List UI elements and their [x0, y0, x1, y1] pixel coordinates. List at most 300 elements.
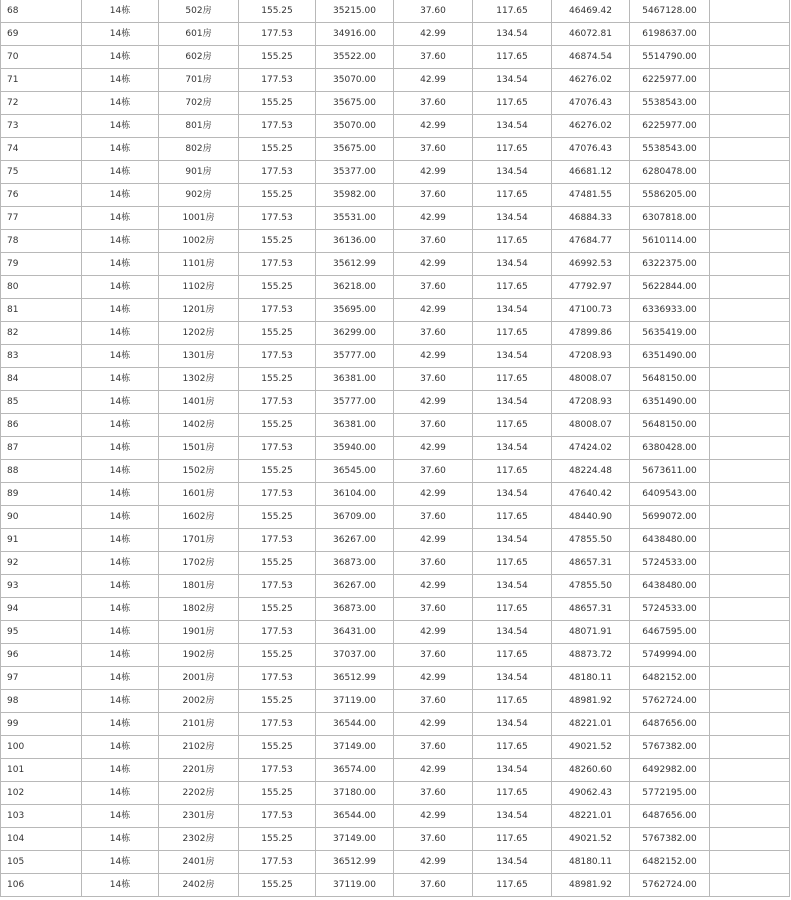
cell-unit-price: 35675.00: [316, 92, 394, 115]
table-row: [1, 552, 790, 575]
cell-unit-price-2: 47208.93: [552, 391, 630, 414]
cell-unit-price: 35377.00: [316, 161, 394, 184]
cell-total: 6322375.00: [630, 253, 710, 276]
cell-unit-price-2: 47855.50: [552, 575, 630, 598]
cell-area: 155.25: [239, 552, 316, 575]
cell-building: 14栋: [82, 529, 159, 552]
cell-unit-price-2: 47684.77: [552, 230, 630, 253]
cell-area: 155.25: [239, 690, 316, 713]
cell-area-2: 37.60: [394, 874, 473, 897]
cell-note: [710, 276, 790, 299]
cell-unit: 2002房: [159, 690, 239, 713]
cell-unit-price: 35531.00: [316, 207, 394, 230]
cell-total: 5724533.00: [630, 598, 710, 621]
cell-index: 77: [1, 207, 82, 230]
table-row: [1, 276, 790, 299]
table-row: [1, 46, 790, 69]
cell-unit: 1901房: [159, 621, 239, 644]
cell-area: 177.53: [239, 713, 316, 736]
cell-area: 177.53: [239, 529, 316, 552]
cell-area-2: 42.99: [394, 207, 473, 230]
cell-index: 98: [1, 690, 82, 713]
cell-note: [710, 805, 790, 828]
cell-area-3: 134.54: [473, 483, 552, 506]
cell-building: 14栋: [82, 184, 159, 207]
cell-area-3: 134.54: [473, 437, 552, 460]
cell-unit: 1201房: [159, 299, 239, 322]
cell-total: 5699072.00: [630, 506, 710, 529]
table-row: [1, 598, 790, 621]
cell-index: 91: [1, 529, 82, 552]
table-row: [1, 529, 790, 552]
cell-total: 5673611.00: [630, 460, 710, 483]
cell-total: 6351490.00: [630, 345, 710, 368]
cell-index: 80: [1, 276, 82, 299]
cell-note: [710, 391, 790, 414]
cell-unit: 1902房: [159, 644, 239, 667]
cell-building: 14栋: [82, 46, 159, 69]
cell-area: 155.25: [239, 460, 316, 483]
cell-index: 75: [1, 161, 82, 184]
cell-unit-price: 36512.99: [316, 851, 394, 874]
cell-unit-price: 37119.00: [316, 874, 394, 897]
cell-unit-price-2: 47899.86: [552, 322, 630, 345]
cell-index: 81: [1, 299, 82, 322]
cell-note: [710, 184, 790, 207]
cell-building: 14栋: [82, 805, 159, 828]
cell-index: 99: [1, 713, 82, 736]
cell-area-3: 117.65: [473, 874, 552, 897]
cell-area-2: 37.60: [394, 322, 473, 345]
cell-building: 14栋: [82, 368, 159, 391]
cell-area: 177.53: [239, 253, 316, 276]
cell-area-2: 42.99: [394, 437, 473, 460]
cell-area-3: 117.65: [473, 506, 552, 529]
table-row: [1, 138, 790, 161]
cell-unit-price-2: 48221.01: [552, 713, 630, 736]
table-row: [1, 0, 790, 23]
cell-area-2: 37.60: [394, 46, 473, 69]
cell-note: [710, 207, 790, 230]
cell-area-3: 117.65: [473, 414, 552, 437]
cell-total: 5635419.00: [630, 322, 710, 345]
cell-unit: 602房: [159, 46, 239, 69]
table-row: [1, 805, 790, 828]
cell-building: 14栋: [82, 644, 159, 667]
cell-area-3: 134.54: [473, 759, 552, 782]
cell-unit: 2202房: [159, 782, 239, 805]
cell-building: 14栋: [82, 736, 159, 759]
cell-unit-price: 36545.00: [316, 460, 394, 483]
table-row: [1, 828, 790, 851]
cell-index: 106: [1, 874, 82, 897]
cell-area-2: 42.99: [394, 805, 473, 828]
cell-area-2: 42.99: [394, 391, 473, 414]
cell-area-2: 37.60: [394, 230, 473, 253]
cell-total: 5749994.00: [630, 644, 710, 667]
cell-building: 14栋: [82, 552, 159, 575]
cell-total: 5762724.00: [630, 690, 710, 713]
table-row: [1, 782, 790, 805]
cell-index: 78: [1, 230, 82, 253]
cell-index: 86: [1, 414, 82, 437]
cell-unit-price-2: 47100.73: [552, 299, 630, 322]
cell-area-3: 117.65: [473, 184, 552, 207]
cell-note: [710, 621, 790, 644]
cell-unit: 2402房: [159, 874, 239, 897]
cell-unit-price-2: 48657.31: [552, 552, 630, 575]
cell-total: 6492982.00: [630, 759, 710, 782]
cell-area-2: 42.99: [394, 299, 473, 322]
cell-area-2: 42.99: [394, 345, 473, 368]
cell-area: 155.25: [239, 598, 316, 621]
cell-note: [710, 575, 790, 598]
cell-unit-price: 36574.00: [316, 759, 394, 782]
cell-index: 94: [1, 598, 82, 621]
cell-note: [710, 690, 790, 713]
cell-area-3: 134.54: [473, 667, 552, 690]
cell-building: 14栋: [82, 713, 159, 736]
cell-area-3: 134.54: [473, 713, 552, 736]
cell-unit-price: 36544.00: [316, 713, 394, 736]
cell-area-2: 42.99: [394, 575, 473, 598]
cell-unit-price-2: 46874.54: [552, 46, 630, 69]
cell-area-2: 37.60: [394, 368, 473, 391]
cell-area-3: 134.54: [473, 345, 552, 368]
table-row: [1, 759, 790, 782]
table-row: [1, 437, 790, 460]
cell-area-2: 37.60: [394, 138, 473, 161]
cell-unit: 802房: [159, 138, 239, 161]
cell-note: [710, 115, 790, 138]
cell-unit-price-2: 48221.01: [552, 805, 630, 828]
cell-unit: 1602房: [159, 506, 239, 529]
cell-building: 14栋: [82, 483, 159, 506]
cell-area-2: 42.99: [394, 253, 473, 276]
cell-building: 14栋: [82, 345, 159, 368]
cell-area: 155.25: [239, 368, 316, 391]
cell-index: 82: [1, 322, 82, 345]
cell-unit-price-2: 47424.02: [552, 437, 630, 460]
cell-index: 96: [1, 644, 82, 667]
cell-index: 87: [1, 437, 82, 460]
cell-unit-price-2: 48260.60: [552, 759, 630, 782]
cell-building: 14栋: [82, 782, 159, 805]
table-row: [1, 851, 790, 874]
cell-building: 14栋: [82, 161, 159, 184]
cell-unit-price: 34916.00: [316, 23, 394, 46]
cell-total: 6380428.00: [630, 437, 710, 460]
cell-note: [710, 782, 790, 805]
cell-unit: 502房: [159, 0, 239, 23]
table-row: [1, 23, 790, 46]
cell-total: 6482152.00: [630, 851, 710, 874]
cell-unit: 1002房: [159, 230, 239, 253]
cell-area: 177.53: [239, 207, 316, 230]
cell-building: 14栋: [82, 207, 159, 230]
cell-unit-price: 35777.00: [316, 345, 394, 368]
cell-index: 89: [1, 483, 82, 506]
cell-total: 6280478.00: [630, 161, 710, 184]
cell-unit-price: 36218.00: [316, 276, 394, 299]
cell-note: [710, 345, 790, 368]
cell-note: [710, 69, 790, 92]
cell-unit: 1502房: [159, 460, 239, 483]
cell-area-2: 42.99: [394, 713, 473, 736]
cell-total: 5538543.00: [630, 92, 710, 115]
cell-unit: 1001房: [159, 207, 239, 230]
cell-unit-price-2: 48008.07: [552, 414, 630, 437]
cell-total: 5772195.00: [630, 782, 710, 805]
cell-unit-price-2: 48981.92: [552, 690, 630, 713]
table-row: [1, 414, 790, 437]
cell-area-2: 42.99: [394, 23, 473, 46]
cell-area: 155.25: [239, 828, 316, 851]
cell-area-2: 37.60: [394, 782, 473, 805]
cell-unit-price: 37037.00: [316, 644, 394, 667]
cell-note: [710, 23, 790, 46]
cell-area-2: 37.60: [394, 506, 473, 529]
table-row: [1, 161, 790, 184]
cell-area: 177.53: [239, 23, 316, 46]
cell-total: 5724533.00: [630, 552, 710, 575]
cell-total: 5467128.00: [630, 0, 710, 23]
cell-unit-price-2: 49021.52: [552, 828, 630, 851]
cell-area-2: 37.60: [394, 828, 473, 851]
cell-index: 92: [1, 552, 82, 575]
cell-note: [710, 759, 790, 782]
table-row: [1, 575, 790, 598]
cell-note: [710, 230, 790, 253]
cell-unit-price-2: 48224.48: [552, 460, 630, 483]
cell-unit: 1402房: [159, 414, 239, 437]
cell-building: 14栋: [82, 115, 159, 138]
cell-total: 6409543.00: [630, 483, 710, 506]
cell-unit-price: 36709.00: [316, 506, 394, 529]
cell-unit-price: 35982.00: [316, 184, 394, 207]
cell-area: 155.25: [239, 138, 316, 161]
cell-index: 71: [1, 69, 82, 92]
cell-unit-price: 35522.00: [316, 46, 394, 69]
cell-area: 177.53: [239, 759, 316, 782]
cell-unit-price-2: 46884.33: [552, 207, 630, 230]
cell-building: 14栋: [82, 621, 159, 644]
cell-index: 95: [1, 621, 82, 644]
table-row: [1, 299, 790, 322]
cell-area: 177.53: [239, 851, 316, 874]
cell-building: 14栋: [82, 391, 159, 414]
cell-unit: 1601房: [159, 483, 239, 506]
cell-building: 14栋: [82, 276, 159, 299]
cell-area-2: 42.99: [394, 115, 473, 138]
cell-index: 69: [1, 23, 82, 46]
cell-area: 155.25: [239, 0, 316, 23]
cell-building: 14栋: [82, 437, 159, 460]
cell-index: 72: [1, 92, 82, 115]
cell-unit-price: 37180.00: [316, 782, 394, 805]
cell-index: 79: [1, 253, 82, 276]
table-row: [1, 92, 790, 115]
cell-area-2: 37.60: [394, 460, 473, 483]
cell-total: 6482152.00: [630, 667, 710, 690]
cell-building: 14栋: [82, 322, 159, 345]
cell-index: 105: [1, 851, 82, 874]
cell-unit-price-2: 48981.92: [552, 874, 630, 897]
cell-area-2: 42.99: [394, 621, 473, 644]
cell-area-3: 134.54: [473, 529, 552, 552]
table-body: [1, 0, 790, 897]
cell-unit-price-2: 49021.52: [552, 736, 630, 759]
cell-note: [710, 138, 790, 161]
table-row: [1, 460, 790, 483]
cell-area-3: 117.65: [473, 828, 552, 851]
cell-area-3: 134.54: [473, 253, 552, 276]
cell-index: 90: [1, 506, 82, 529]
table-row: [1, 713, 790, 736]
cell-unit: 1801房: [159, 575, 239, 598]
cell-area-3: 117.65: [473, 230, 552, 253]
cell-area-3: 134.54: [473, 805, 552, 828]
cell-note: [710, 667, 790, 690]
cell-area-3: 134.54: [473, 851, 552, 874]
cell-unit-price-2: 48180.11: [552, 851, 630, 874]
cell-building: 14栋: [82, 828, 159, 851]
cell-total: 5762724.00: [630, 874, 710, 897]
cell-note: [710, 437, 790, 460]
cell-area-2: 37.60: [394, 92, 473, 115]
cell-total: 6198637.00: [630, 23, 710, 46]
cell-area: 177.53: [239, 667, 316, 690]
table-row: [1, 345, 790, 368]
cell-unit: 1401房: [159, 391, 239, 414]
cell-area: 155.25: [239, 414, 316, 437]
cell-total: 6487656.00: [630, 805, 710, 828]
cell-area-2: 42.99: [394, 851, 473, 874]
table-row: [1, 874, 790, 897]
cell-building: 14栋: [82, 690, 159, 713]
cell-building: 14栋: [82, 69, 159, 92]
cell-area: 155.25: [239, 322, 316, 345]
cell-unit-price-2: 48657.31: [552, 598, 630, 621]
cell-unit-price-2: 46681.12: [552, 161, 630, 184]
cell-unit-price-2: 48008.07: [552, 368, 630, 391]
table-row: [1, 483, 790, 506]
cell-unit: 702房: [159, 92, 239, 115]
cell-unit-price-2: 47481.55: [552, 184, 630, 207]
cell-note: [710, 322, 790, 345]
cell-area-3: 117.65: [473, 0, 552, 23]
table-row: [1, 184, 790, 207]
table-row: [1, 368, 790, 391]
cell-note: [710, 161, 790, 184]
cell-unit-price: 36544.00: [316, 805, 394, 828]
cell-total: 5648150.00: [630, 368, 710, 391]
cell-unit-price: 36267.00: [316, 529, 394, 552]
cell-unit: 1101房: [159, 253, 239, 276]
cell-note: [710, 874, 790, 897]
cell-total: 6487656.00: [630, 713, 710, 736]
cell-index: 83: [1, 345, 82, 368]
cell-note: [710, 598, 790, 621]
cell-area-3: 117.65: [473, 368, 552, 391]
cell-unit-price: 37149.00: [316, 736, 394, 759]
cell-note: [710, 736, 790, 759]
cell-total: 6351490.00: [630, 391, 710, 414]
cell-area-3: 134.54: [473, 391, 552, 414]
cell-area-3: 134.54: [473, 207, 552, 230]
cell-total: 6307818.00: [630, 207, 710, 230]
cell-area-3: 134.54: [473, 23, 552, 46]
cell-unit-price-2: 48180.11: [552, 667, 630, 690]
cell-area: 177.53: [239, 575, 316, 598]
cell-note: [710, 299, 790, 322]
cell-unit-price-2: 47640.42: [552, 483, 630, 506]
cell-building: 14栋: [82, 667, 159, 690]
cell-unit-price-2: 49062.43: [552, 782, 630, 805]
table-row: [1, 621, 790, 644]
cell-index: 100: [1, 736, 82, 759]
cell-unit: 2201房: [159, 759, 239, 782]
cell-building: 14栋: [82, 759, 159, 782]
cell-note: [710, 506, 790, 529]
table-row: [1, 322, 790, 345]
table-row: [1, 253, 790, 276]
cell-area-2: 37.60: [394, 552, 473, 575]
table-row: [1, 644, 790, 667]
cell-total: 5648150.00: [630, 414, 710, 437]
cell-area: 177.53: [239, 345, 316, 368]
cell-area-2: 37.60: [394, 0, 473, 23]
cell-index: 70: [1, 46, 82, 69]
cell-unit-price: 36104.00: [316, 483, 394, 506]
cell-unit-price: 36873.00: [316, 598, 394, 621]
cell-total: 6438480.00: [630, 529, 710, 552]
cell-unit-price: 36267.00: [316, 575, 394, 598]
cell-building: 14栋: [82, 23, 159, 46]
cell-unit: 902房: [159, 184, 239, 207]
cell-unit-price-2: 48071.91: [552, 621, 630, 644]
cell-building: 14栋: [82, 598, 159, 621]
cell-unit-price-2: 46072.81: [552, 23, 630, 46]
cell-area: 155.25: [239, 644, 316, 667]
cell-note: [710, 460, 790, 483]
cell-index: 76: [1, 184, 82, 207]
cell-area: 155.25: [239, 92, 316, 115]
cell-note: [710, 828, 790, 851]
cell-unit-price: 37149.00: [316, 828, 394, 851]
table-row: [1, 69, 790, 92]
cell-unit-price-2: 47855.50: [552, 529, 630, 552]
cell-area: 177.53: [239, 391, 316, 414]
cell-unit-price-2: 47076.43: [552, 138, 630, 161]
cell-note: [710, 368, 790, 391]
cell-index: 102: [1, 782, 82, 805]
cell-total: 5586205.00: [630, 184, 710, 207]
cell-unit-price: 36512.99: [316, 667, 394, 690]
cell-area-2: 37.60: [394, 736, 473, 759]
cell-area-2: 37.60: [394, 184, 473, 207]
cell-note: [710, 851, 790, 874]
cell-index: 103: [1, 805, 82, 828]
table-row: [1, 690, 790, 713]
cell-unit-price-2: 46992.53: [552, 253, 630, 276]
cell-area: 155.25: [239, 46, 316, 69]
cell-unit: 1702房: [159, 552, 239, 575]
table-row: [1, 506, 790, 529]
cell-note: [710, 0, 790, 23]
cell-unit: 2102房: [159, 736, 239, 759]
cell-note: [710, 529, 790, 552]
